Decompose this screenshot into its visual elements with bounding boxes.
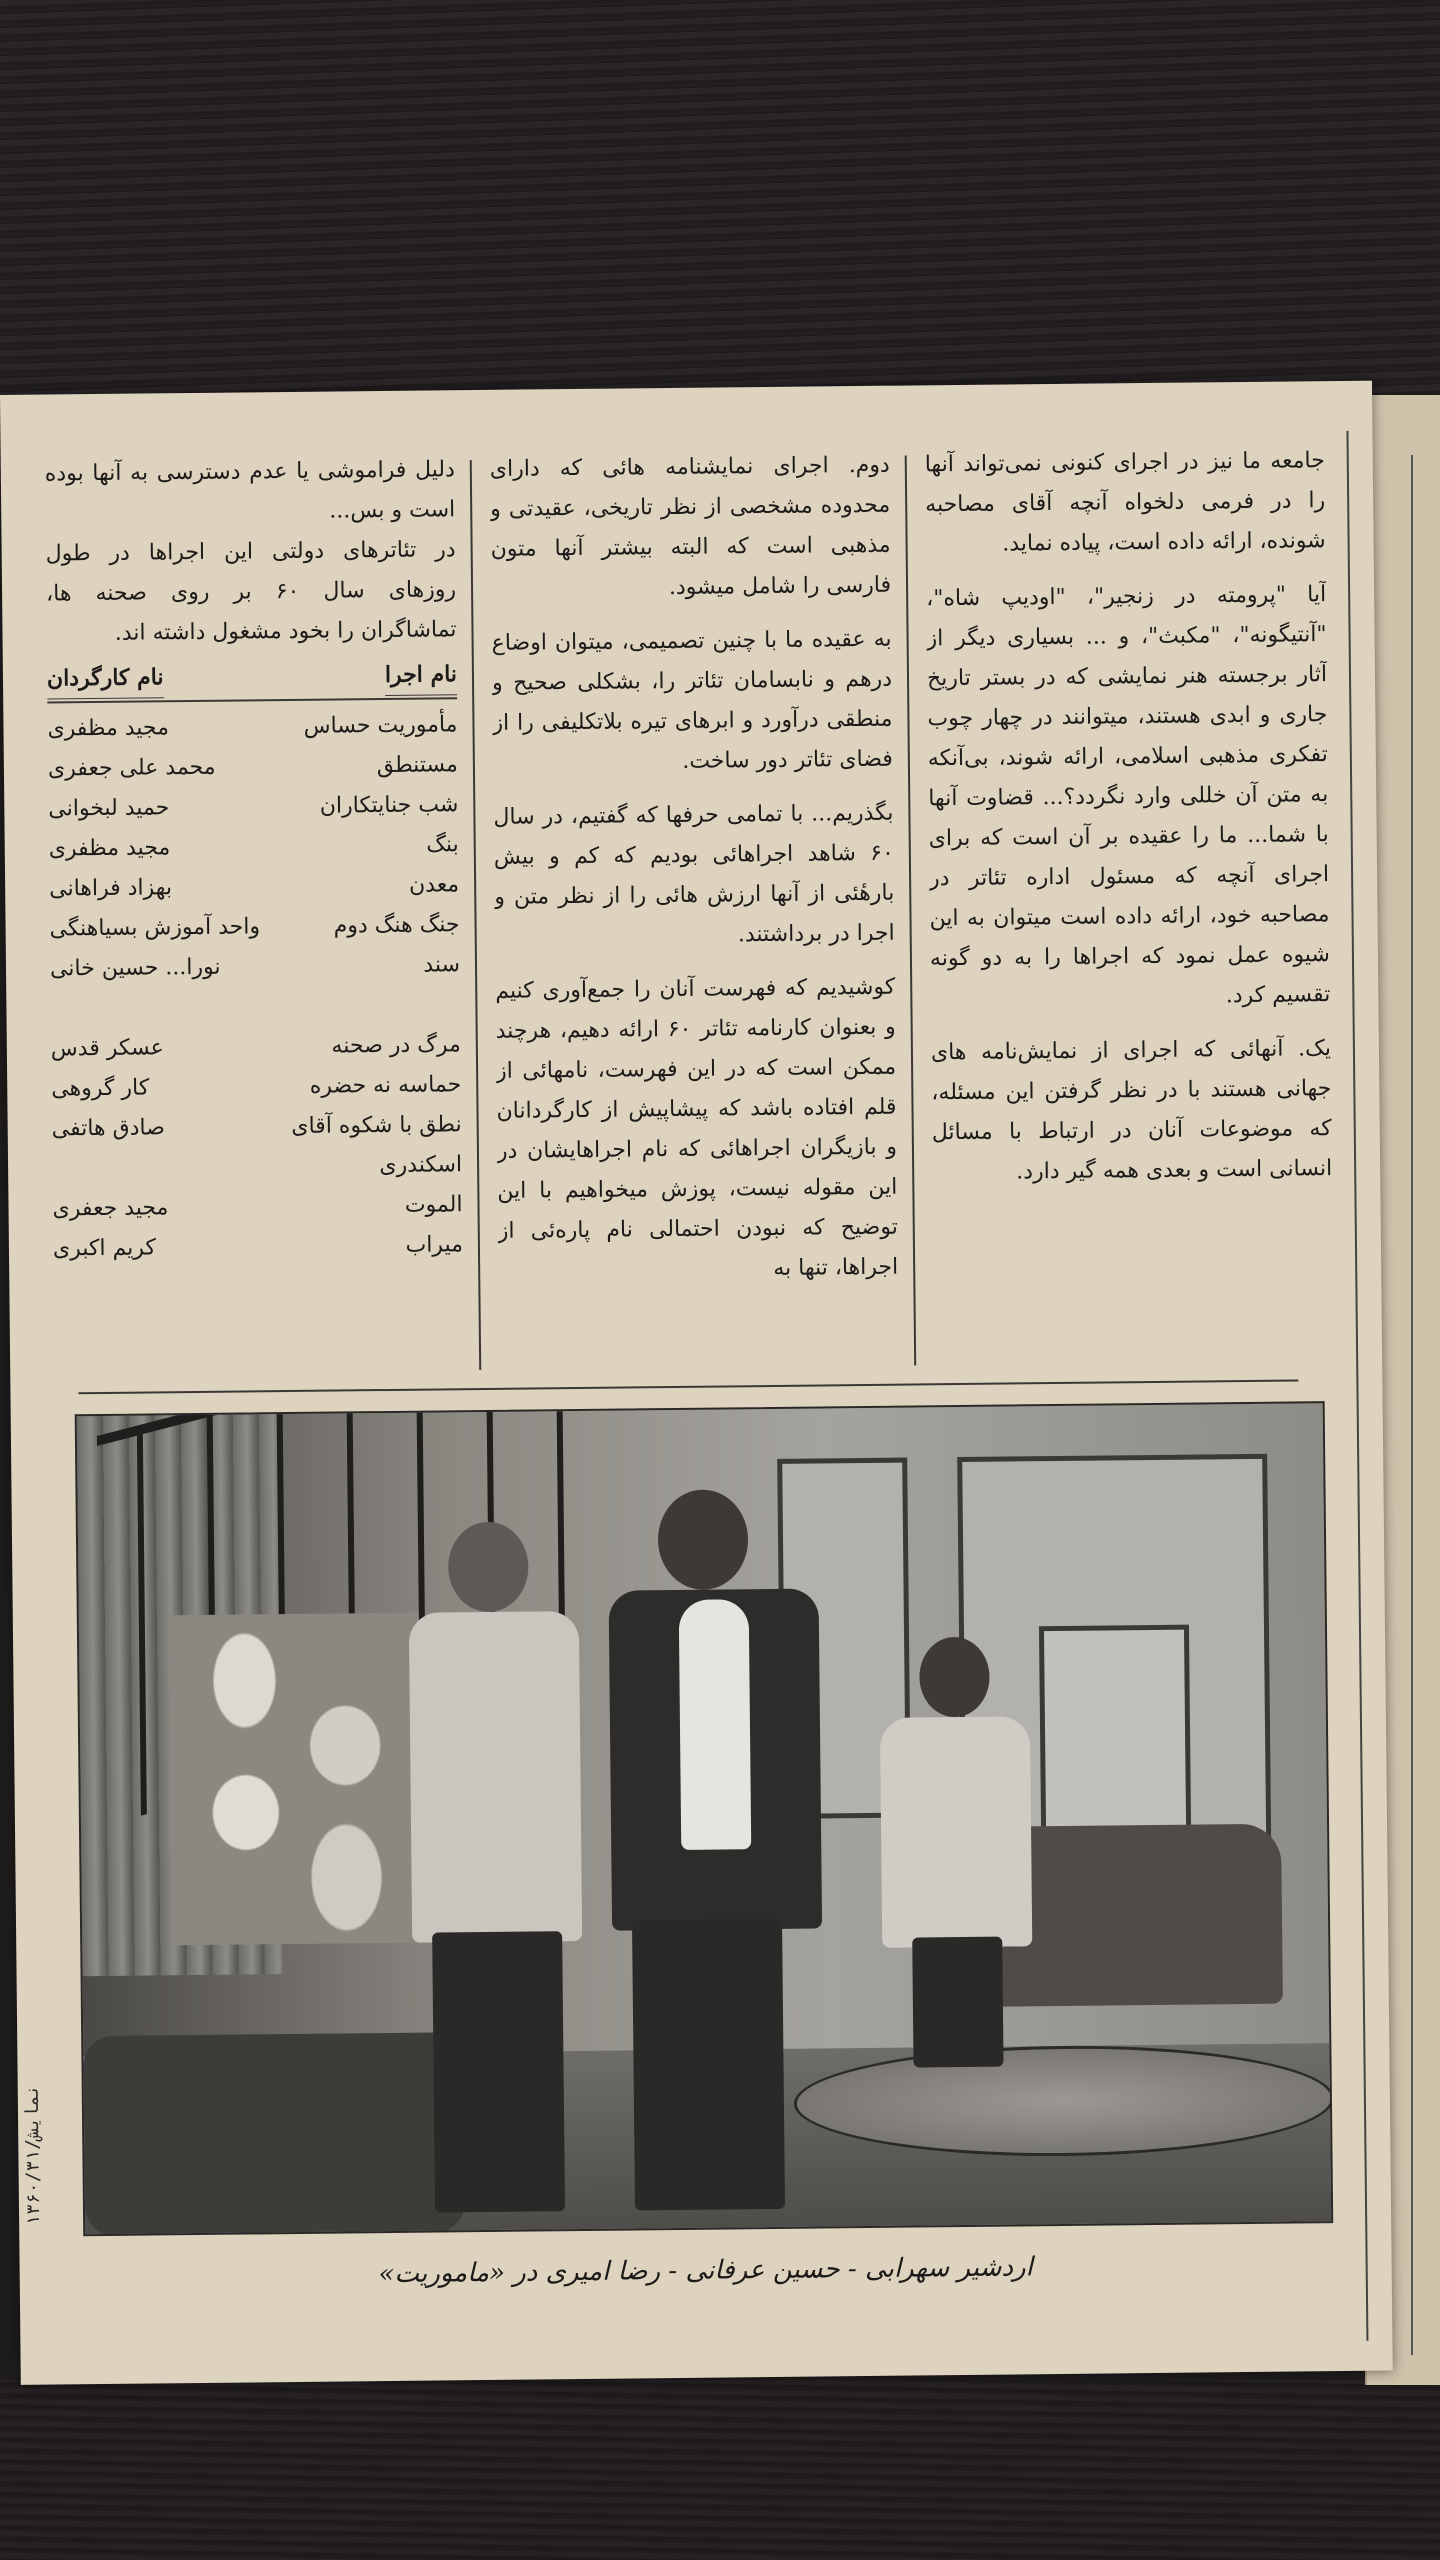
photo-caption: اردشیر سهرابی - حسین عرفانی - رضا امیری در «ماموریت»: [378, 2252, 1033, 2290]
credit-director: حمید لبخوانی: [48, 795, 170, 822]
credits-list-2: [51, 1025, 463, 1269]
actor-left: [408, 1511, 615, 2213]
paragraph: به عقیده ما با چنین تصمیمی، میتوان اوضاع درهم و نابسامان تئاتر را، بشکلی صحیح و منطقی درآورد و ابرهای تیره بلاتکلیفی را از فضای تئاتر دور ساخت.: [491, 626, 893, 774]
wood-background-bottom: [0, 2380, 1440, 2560]
header-director: نام کارگردان: [47, 657, 164, 699]
credit-director: عسکر قدس: [50, 1035, 164, 1062]
credits-table-header: [47, 654, 457, 703]
paragraph: آیا "پرومته در زنجیر"، "اودیپ شاه"، "آنتیگونه"، "مکبث"، و ... بسیاری دیگر از آثار برجسته هنر نمایشی که در بستر تاریخ جاری و ابدی هستند، میتوانند در چهار چوب تفکری مذهبی اسلامی، ارائه شوند، بی‌آنکه به متن آن خللی وارد نگردد؟... قضاوت آنها با شما... ما را عقیده بر آن است که برای اجرای آنچه که مسئول اداره تئاتر در مصاحبه خود، ارائه داده است میتوان به این شیوه عمل نمود که اجراها را به دو گونه تقسیم کرد.: [926, 582, 1331, 1009]
credit-row: [49, 865, 459, 909]
credits-list: [47, 705, 460, 989]
credit-performance: بنگ: [426, 832, 459, 858]
credit-director: محمد علی جعفری: [47, 754, 216, 782]
credit-row: [48, 785, 458, 829]
credit-row: [52, 1185, 462, 1229]
actor-center: [598, 1488, 846, 2210]
stone-wall: [169, 1613, 422, 1946]
credit-performance: سند: [423, 952, 461, 978]
article-text: [29, 431, 1355, 1405]
credit-performance: حماسه نه حضره: [309, 1072, 462, 1099]
credit-row: [49, 905, 459, 949]
credit-row: [49, 825, 459, 869]
article-column-2: [490, 446, 900, 1380]
credit-row: [47, 705, 457, 749]
credit-row: [51, 1065, 461, 1109]
stage-photo: [75, 1401, 1334, 2236]
header-performance: نام اجرا: [385, 654, 458, 696]
article-column-3: [45, 450, 465, 1384]
credit-director: مجید جعفری: [52, 1195, 169, 1222]
credit-row: [53, 1225, 463, 1269]
credit-director: مجید مظفری: [48, 835, 171, 862]
armchair: [83, 2032, 465, 2236]
column-divider: [905, 456, 917, 1366]
paragraph: بگذریم... با تمامی حرفها که گفتیم، در سال ۶۰ شاهد اجراهائی بودیم که کم و بیش بارهٔئی از آنها ارزش هائی را از نظر متن و اجرا در برداشتند.: [493, 800, 895, 948]
credit-performance: مأموریت حساس: [303, 712, 458, 739]
paragraph: دوم. اجرای نمایشنامه هائی که دارای محدوده مشخصی از نظر تاریخی، عقیدتی و مذهبی است که البته بیشتر آنها متون فارسی را شامل میشود.: [489, 452, 892, 601]
paragraph: دلیل فراموشی یا عدم دسترسی به آنها بوده است و بس...: [44, 457, 456, 524]
credit-row: [51, 1025, 461, 1069]
credit-performance: اسکندری: [379, 1152, 463, 1179]
credit-row: [50, 945, 460, 989]
actor-right: [879, 1636, 1033, 2058]
credit-director: کار گروهی: [51, 1075, 150, 1102]
credit-performance: معدن: [408, 872, 460, 898]
door-panel: [1039, 1625, 1191, 1847]
credit-director: مجید مظفری: [47, 715, 170, 742]
credit-performance: الموت: [404, 1192, 463, 1218]
credit-director: نورا... حسین خانی: [49, 954, 221, 982]
magazine-page: [0, 381, 1393, 2385]
credit-performance: نطق با شکوه آقای: [291, 1112, 462, 1139]
paragraph: کوشیدیم که فهرست آنان را جمع‌آوری کنیم و بعنوان کارنامه تئاتر ۶۰ ارائه دهیم، هرچند ممکن است که در این فهرست، نامهائی از قلم افتاده باشد که پیشاپیش از کارگردانان و بازیگران اجراهائی که نام اجراهایشان در این مقوله نیست، پوزش میخواهیم با این توضیح که نبودن احتمالی نام پاره‌ئی از اجراها، تنها به: [495, 974, 899, 1281]
credit-performance: میراب: [405, 1232, 464, 1258]
column-divider: [470, 460, 482, 1370]
credit-performance: شب جنایتکاران: [319, 792, 459, 819]
credit-director: کریم اکبری: [52, 1235, 157, 1262]
credit-director: صادق هاتفی: [51, 1115, 165, 1142]
credit-row: [48, 745, 458, 789]
credit-director: واحد آموزش بسیاهنگی: [49, 914, 261, 942]
credit-performance: مستنطق: [376, 752, 459, 779]
paragraph: جامعه ما نیز در اجرای کنونی نمی‌تواند آنها را در فرمی دلخواه آنچه آقای مصاحبه شونده، ارائه داده است، پیاده نماید.: [924, 448, 1326, 557]
article-column-1: [925, 441, 1335, 1375]
paragraph: یک. آنهائی که اجرای از نمایش‌نامه های جهانی هستند با در نظر گرفتن این مسئله، که موضوعات آنان در ارتباط با مسائل انسانی است و بعدی همه گیر دارد.: [930, 1036, 1333, 1185]
credit-performance: جنگ هنگ دوم: [333, 912, 460, 939]
credit-performance: مرگ در صحنه: [331, 1032, 461, 1059]
credit-director: بهزاد فراهانی: [49, 875, 173, 902]
page-side-label: نمایش/۱۳۶۰/۳۱: [21, 2084, 45, 2226]
credit-row: [51, 1105, 461, 1149]
credit-row: [52, 1145, 462, 1189]
paragraph: در تئاترهای دولتی این اجراها در طول روزهای سال ۶۰ بر روی صحنه ها، تماشاگران را بخود مشغول داشته اند.: [45, 537, 457, 646]
